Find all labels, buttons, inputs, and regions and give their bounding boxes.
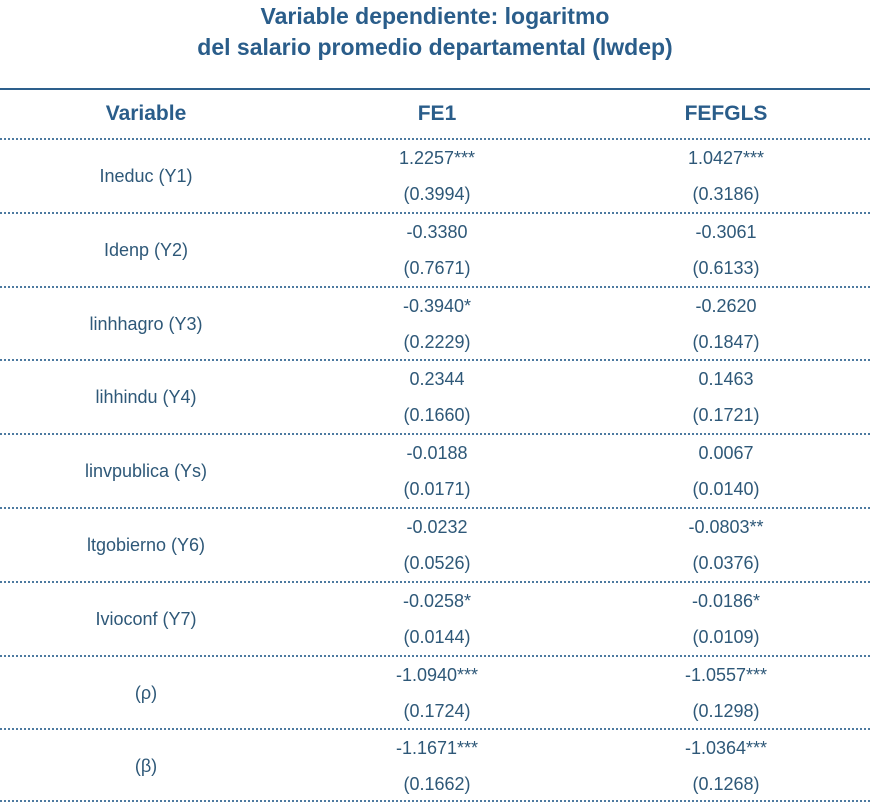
fefgls-cell — [582, 361, 870, 433]
fefgls-cell — [582, 730, 870, 802]
fefgls-coefficient: 1.0427*** — [687, 148, 765, 168]
fefgls-standard-error: (0.1721) — [692, 405, 760, 426]
fefgls-standard-error: (0.0109) — [692, 626, 760, 647]
header-fe1: FE1 — [417, 102, 457, 125]
fefgls-coefficient: -0.0186* — [691, 590, 761, 611]
fe1-standard-error: (0.1724) — [403, 700, 471, 721]
row-variable: Ineduc (Y1) — [99, 166, 193, 186]
fe1-coefficient: -1.0940*** — [395, 664, 479, 685]
fe1-cell — [292, 583, 582, 655]
fefgls-standard-error: (0.6133) — [692, 257, 760, 278]
fe1-coefficient: -0.0232 — [406, 516, 468, 537]
row-variable: ltgobierno (Y6) — [86, 534, 206, 555]
table-row — [0, 286, 870, 360]
fefgls-cell — [582, 214, 870, 286]
row-variable: lihhindu (Y4) — [95, 387, 197, 408]
fefgls-standard-error: (0.1268) — [692, 774, 760, 795]
table-row — [0, 212, 870, 286]
fe1-coefficient: -0.3940* — [402, 295, 472, 316]
fe1-coefficient: -1.1671*** — [395, 738, 479, 759]
fefgls-cell — [582, 657, 870, 729]
fe1-cell — [292, 288, 582, 360]
fe1-standard-error: (0.1662) — [403, 774, 471, 795]
table-title-line-1: Variable dependiente: logaritmo — [260, 3, 610, 29]
table-row — [0, 581, 870, 655]
table-row — [0, 655, 870, 729]
table-title — [0, 0, 870, 63]
fe1-standard-error: (0.0144) — [403, 626, 471, 647]
row-variable: linhhagro (Y3) — [89, 313, 203, 334]
fefgls-standard-error: (0.3186) — [692, 184, 760, 204]
fe1-coefficient: -0.3380 — [406, 221, 468, 242]
fe1-coefficient: -0.0258* — [402, 590, 472, 611]
fe1-cell — [292, 140, 582, 212]
row-variable: (β) — [134, 756, 158, 777]
fe1-coefficient: 0.2344 — [409, 369, 465, 390]
fefgls-cell — [582, 140, 870, 212]
fe1-standard-error: (0.7671) — [403, 257, 471, 278]
table-row — [0, 728, 870, 802]
fefgls-cell — [582, 288, 870, 360]
row-variable: (ρ) — [134, 682, 158, 703]
fefgls-cell — [582, 509, 870, 581]
fefgls-cell — [582, 435, 870, 507]
fe1-standard-error: (0.1660) — [403, 405, 471, 426]
fe1-standard-error: (0.3994) — [403, 184, 471, 204]
fefgls-standard-error: (0.0376) — [692, 552, 760, 573]
table-body — [0, 138, 870, 802]
table-row — [0, 138, 870, 212]
row-variable: Idenp (Y2) — [103, 239, 189, 260]
fe1-coefficient: -0.0188 — [406, 443, 468, 464]
fefgls-standard-error: (0.1847) — [692, 331, 760, 352]
fefgls-coefficient: -1.0364*** — [684, 738, 768, 759]
table-row — [0, 507, 870, 581]
fe1-cell — [292, 435, 582, 507]
fe1-cell — [292, 657, 582, 729]
table-row — [0, 359, 870, 433]
fefgls-cell — [582, 583, 870, 655]
fe1-standard-error: (0.2229) — [403, 331, 471, 352]
fefgls-standard-error: (0.0140) — [692, 479, 760, 500]
row-variable: linvpublica (Ys) — [84, 461, 208, 482]
fe1-cell — [292, 361, 582, 433]
fefgls-coefficient: -1.0557*** — [684, 664, 768, 685]
header-fefgls: FEFGLS — [684, 102, 768, 125]
fe1-cell — [292, 214, 582, 286]
fe1-coefficient: 1.2257*** — [398, 148, 476, 168]
fefgls-standard-error: (0.1298) — [692, 700, 760, 721]
fefgls-coefficient: -0.3061 — [695, 221, 757, 242]
fe1-standard-error: (0.0526) — [403, 552, 471, 573]
header-variable: Variable — [105, 102, 187, 125]
fefgls-coefficient: -0.2620 — [695, 295, 757, 316]
table-row — [0, 433, 870, 507]
table-header — [0, 90, 870, 138]
fefgls-coefficient: -0.0803** — [688, 516, 764, 537]
table-title-line-2: del salario promedio departamental (lwdep) — [197, 34, 673, 60]
row-variable: Ivioconf (Y7) — [95, 608, 197, 629]
fe1-cell — [292, 509, 582, 581]
fefgls-coefficient: 0.1463 — [698, 369, 754, 390]
fefgls-coefficient: 0.0067 — [698, 443, 754, 464]
fe1-standard-error: (0.0171) — [403, 479, 471, 500]
fe1-cell — [292, 730, 582, 802]
